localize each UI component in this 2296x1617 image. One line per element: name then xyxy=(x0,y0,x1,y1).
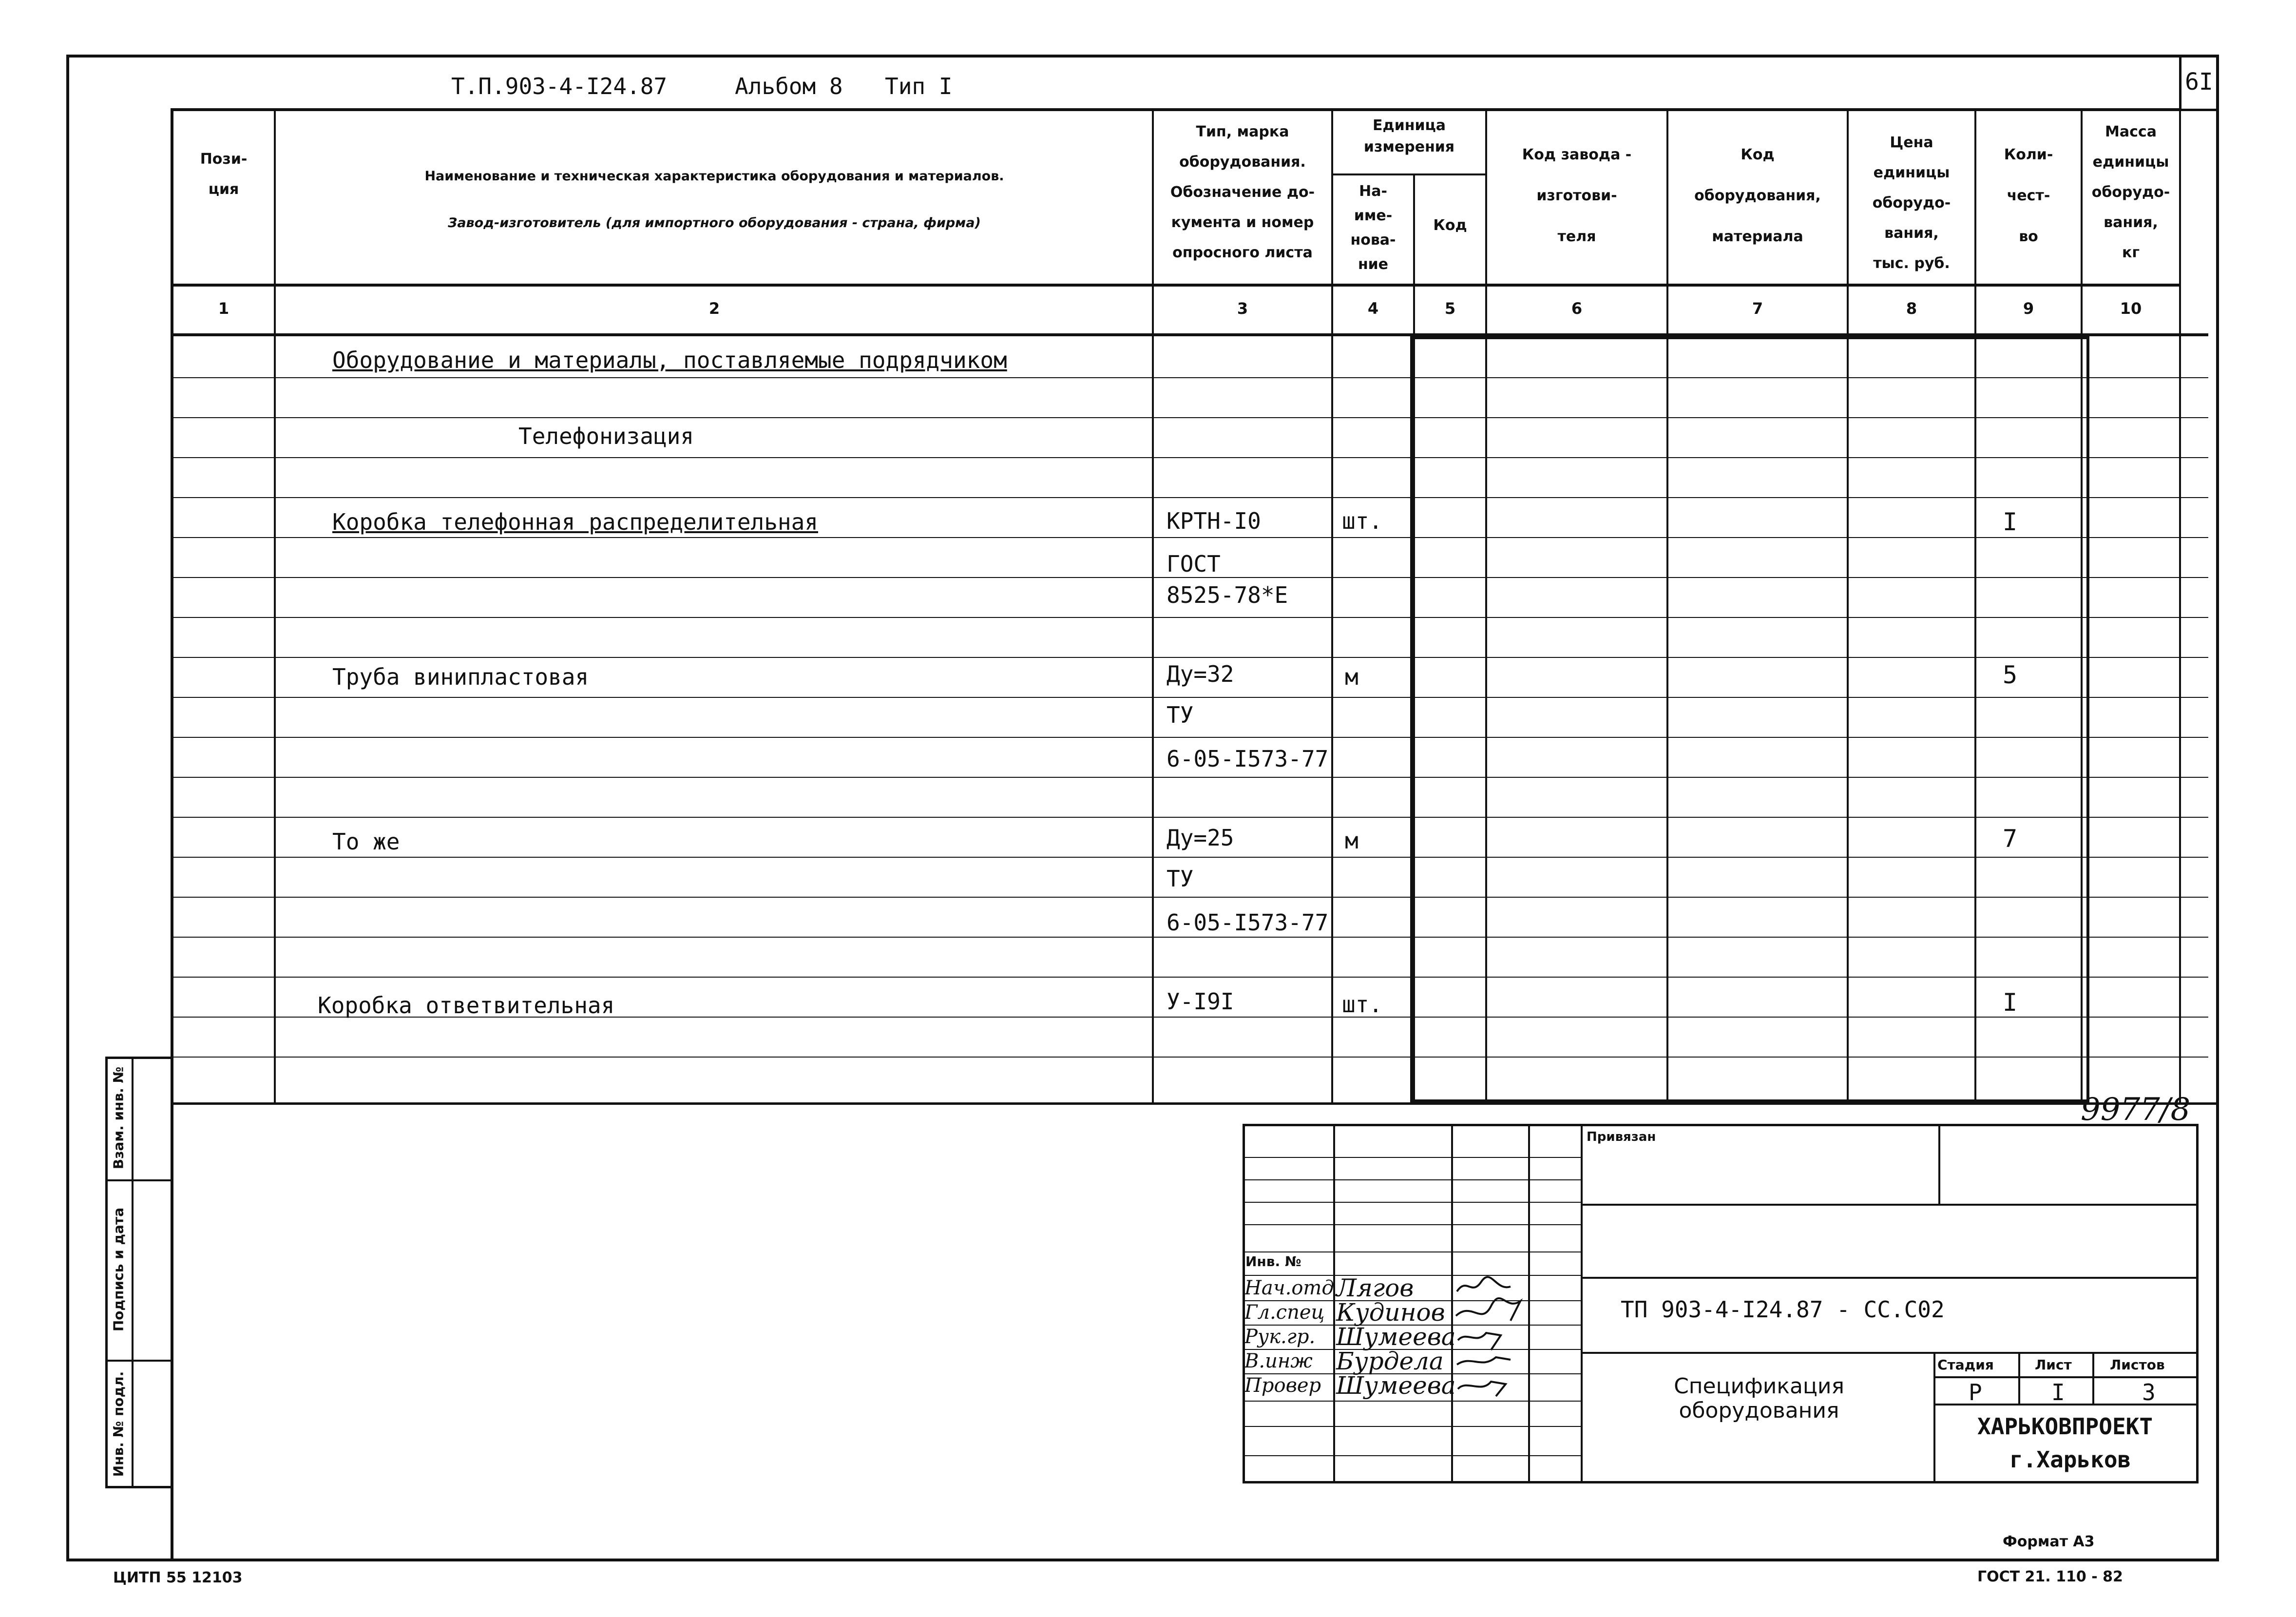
col-plant-code-header: Код завода - изготови- теля xyxy=(1522,146,1632,245)
col-num-3: 3 xyxy=(1237,299,1248,318)
page-number: 6I xyxy=(2185,68,2213,96)
item-mark: КРТН-I0 xyxy=(1167,508,1261,534)
col-pos-header: Пози- ция xyxy=(200,151,248,198)
item-name: Коробка ответвительная xyxy=(318,992,615,1019)
col-unit-code-header: Код xyxy=(1433,217,1467,234)
col-mass-header: Масса единицы оборудо- вания, кг xyxy=(2091,123,2170,261)
sheet-label: Лист xyxy=(2035,1357,2072,1373)
col-mark-header: Тип, марка оборудования. Обозначение до- кумента и номер опросного листа xyxy=(1170,123,1315,261)
item-qty: 7 xyxy=(2003,825,2018,853)
col-num-6: 6 xyxy=(1571,299,1583,318)
sheets-value: 3 xyxy=(2142,1379,2156,1405)
item-name: Коробка телефонная распределительная xyxy=(332,509,818,535)
person-lyagov: Лягов xyxy=(1336,1274,1414,1302)
item-unit: м xyxy=(1345,828,1358,854)
stage-label: Стадия xyxy=(1937,1357,1994,1373)
col-num-4: 4 xyxy=(1367,299,1379,318)
signatures xyxy=(1452,1272,1528,1399)
inv-label: Инв. № xyxy=(1245,1253,1301,1270)
col-name-header: Наименование и техническая характеристика оборудования и материалов. Завод-изготовитель (для импортного оборудования - страна, фирма) xyxy=(424,169,1004,231)
doc-code: ТП 903-4-I24.87 - СС.С02 xyxy=(1621,1296,1945,1323)
privyazan-label: Привязан xyxy=(1587,1130,1656,1144)
item-mark: Ду=32 xyxy=(1167,661,1234,687)
footer-left: ЦИТП 55 12103 xyxy=(113,1569,243,1586)
handwritten-number: 9977/8 xyxy=(2081,1092,2191,1128)
role-gl-spec: Гл.спец xyxy=(1244,1301,1325,1324)
item-mark-doc: ГОСТ xyxy=(1167,551,1221,577)
item-unit: шт. xyxy=(1342,991,1383,1018)
side-replace-inv: Взам. инв. № xyxy=(110,1066,127,1170)
col-num-8: 8 xyxy=(1906,299,1917,318)
person-burdela: Бурдела xyxy=(1336,1347,1444,1375)
header-doc: Т.П.903-4-I24.87 xyxy=(451,73,668,99)
col-equip-code-header: Код оборудования, материала xyxy=(1694,146,1821,245)
footer-gost: ГОСТ 21. 110 - 82 xyxy=(1977,1568,2123,1585)
item-mark-doc: ТУ xyxy=(1167,866,1194,892)
item-mark-doc-num: 6-05-I573-77 xyxy=(1167,909,1329,936)
col-num-10: 10 xyxy=(2120,299,2142,318)
col-num-1: 1 xyxy=(218,299,230,318)
col-num-5: 5 xyxy=(1444,299,1456,318)
person-kudinov: Кудинов xyxy=(1336,1298,1445,1327)
item-unit: шт. xyxy=(1342,508,1383,534)
item-mark-doc-num: 8525-78*Е xyxy=(1167,582,1288,608)
side-inv-orig: Инв. № подл. xyxy=(110,1371,127,1477)
person-shumeeva-2: Шумеева xyxy=(1336,1371,1456,1400)
col-num-2: 2 xyxy=(708,299,720,318)
sheets-label: Листов xyxy=(2110,1357,2165,1373)
role-ruk-gr: Рук.гр. xyxy=(1244,1326,1316,1348)
item-mark-doc-num: 6-05-I573-77 xyxy=(1167,746,1329,772)
item-mark-doc: ТУ xyxy=(1167,702,1194,728)
stage-value: Р xyxy=(1969,1379,1982,1405)
header-type: Тип I xyxy=(885,73,953,99)
header-album: Альбом 8 xyxy=(735,73,843,99)
role-v-inzh: В.инж xyxy=(1244,1350,1313,1372)
col-num-7: 7 xyxy=(1752,299,1763,318)
doc-title: Спецификация оборудования xyxy=(1674,1374,1844,1423)
item-qty: 5 xyxy=(2003,661,2018,689)
org-city: г.Харьков xyxy=(2009,1446,2131,1473)
item-qty: I xyxy=(2003,988,2018,1017)
person-shumeeva-1: Шумеева xyxy=(1336,1323,1456,1351)
item-name: Труба винипластовая xyxy=(332,664,589,690)
role-prover: Провер xyxy=(1244,1374,1321,1397)
side-signature-date: Подпись и дата xyxy=(110,1207,127,1332)
item-mark: Ду=25 xyxy=(1167,825,1234,851)
subsection-title: Телефонизация xyxy=(518,423,694,449)
col-unit-header: Единица измерения xyxy=(1363,117,1455,155)
sheet-value: I xyxy=(2051,1379,2065,1405)
item-unit: м xyxy=(1345,664,1358,690)
item-mark: У-I9I xyxy=(1167,988,1234,1015)
role-nach-otd: Нач.отд xyxy=(1244,1277,1334,1299)
col-num-9: 9 xyxy=(2023,299,2034,318)
org-name: ХАРЬКОВПРОЕКТ xyxy=(1977,1413,2153,1440)
section-title: Оборудование и материалы, поставляемые подрядчиком xyxy=(332,347,1007,373)
item-qty: I xyxy=(2003,508,2018,536)
item-name: То же xyxy=(332,828,400,855)
col-qty-header: Коли- чест- во xyxy=(2004,146,2053,245)
col-price-header: Цена единицы оборудо- вания, тыс. руб. xyxy=(1872,134,1951,272)
col-unit-name-header: На- име- нова- ние xyxy=(1350,183,1396,273)
footer-format: Формат А3 xyxy=(2003,1533,2095,1550)
